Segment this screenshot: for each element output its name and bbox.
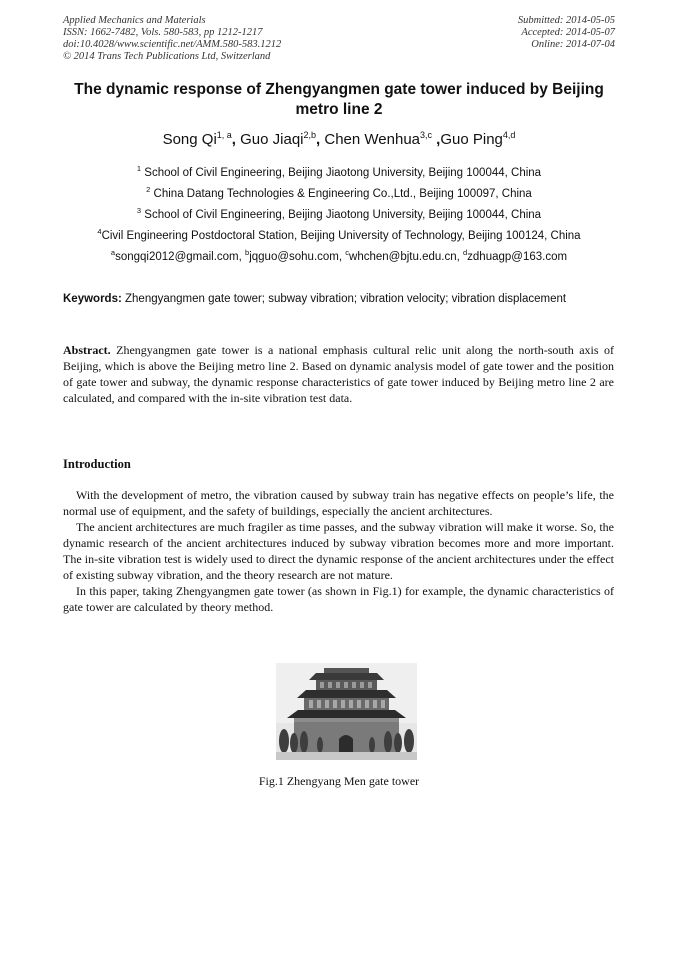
email-address: zdhuagp@163.com xyxy=(467,251,568,263)
publication-dates xyxy=(518,15,615,51)
affiliation-text: Civil Engineering Postdoctoral Station, Beijing University of Technology, Beijing 100124, China xyxy=(101,230,581,242)
email-superscript: b xyxy=(245,248,250,258)
affiliation-superscript: 1 xyxy=(136,164,142,174)
paper-title: The dynamic response of Zhengyangmen gate tower induced by Beijing metro line 2 xyxy=(74,81,604,118)
journal-copyright: © 2014 Trans Tech Publications Ltd, Switzerland xyxy=(63,51,271,62)
gate-tower-photo xyxy=(276,663,417,760)
author-list: Song Qi$^{1, a}$, Guo Jiaqi$^{2,b}$, Chen Wenhua$^{3,c}$ ,Guo Ping$^{4,d}$ xyxy=(162,130,516,148)
author-name: Guo Ping xyxy=(440,131,503,148)
author-superscript: 2,b xyxy=(303,130,317,140)
keywords xyxy=(63,292,623,307)
journal-info xyxy=(63,15,281,63)
gate-tower-illustration xyxy=(276,663,417,760)
figure-caption: Fig.1 Zhengyang Men gate tower xyxy=(258,774,420,788)
affiliations xyxy=(30,163,648,268)
author-superscript: 4,d xyxy=(502,130,516,140)
email-superscript: d xyxy=(462,248,468,258)
section-heading: Introduction xyxy=(63,457,131,471)
accepted-date: Accepted: 2014-05-07 xyxy=(521,27,615,38)
affiliation xyxy=(30,184,648,205)
keywords-label: Keywords: xyxy=(63,293,122,305)
keywords-text: Zhengyangmen gate tower; subway vibration; vibration velocity; vibration displacement xyxy=(125,293,567,305)
paragraph: In this paper, taking Zhengyangmen gate tower (as shown in Fig.1) for example, the dynamic characteristics of gate tower are calculated by theory method. xyxy=(63,584,614,614)
paragraph: With the development of metro, the vibration caused by subway train has negative effects on people’s life, the normal use of equipment, and the safety of buildings, especially the ancient architectures. xyxy=(63,488,614,518)
abstract-text: Zhengyangmen gate tower is a national emphasis cultural relic unit along the north-south axis of Beijing, which is above the Beijing metro line 2. Based on dynamic analysis model of gate tower and the position of gate tower and subway, the dynamic response characteristics of gate tower induced by Beijing metro line 2 are calculated, and compared with the in-site vibration test data. xyxy=(63,343,614,405)
author-name: Chen Wenhua xyxy=(324,131,420,148)
journal-doi: doi:10.4028/www.scientific.net/AMM.580-583.1212 xyxy=(63,39,282,50)
online-date: Online: 2014-07-04 xyxy=(531,39,615,50)
submitted-date: Submitted: 2014-05-05 xyxy=(517,15,615,26)
email-address: jqguo@sohu.com xyxy=(249,251,339,263)
email-list: $^a$songqi2012@gmail.com, $^b$jqguo@sohu.com, $^c$whchen@bjtu.edu.cn, $^d$zdhuagp@163.com xyxy=(110,248,568,263)
email-superscript: a xyxy=(110,248,116,258)
author-name: Song Qi xyxy=(162,131,217,148)
introduction-body xyxy=(63,487,614,615)
journal-name: Applied Mechanics and Materials xyxy=(63,15,206,26)
affiliation-superscript: 4 xyxy=(97,227,102,237)
affiliation-text: China Datang Technologies & Engineering Co.,Ltd., Beijing 100097, China xyxy=(153,188,532,200)
affiliation-text: School of Civil Engineering, Beijing Jiaotong University, Beijing 100044, China xyxy=(144,209,542,221)
journal-issn: ISSN: 1662-7482, Vols. 580-583, pp 1212-1217 xyxy=(63,27,263,38)
abstract-label: Abstract. xyxy=(63,343,111,357)
paragraph: The ancient architectures are much fragiler as time passes, and the subway vibration will make it worse. So, the dynamic research of the ancient architectures induced by subway vibration becomes more and more important. The in-site vibration test is widely used to direct the dynamic response of the ancient architectures under the effect of existing subway vibration, and the theory research are not mature. xyxy=(63,520,614,582)
email-address: songqi2012@gmail.com xyxy=(115,251,239,263)
affiliation-text: School of Civil Engineering, Beijing Jiaotong University, Beijing 100044, China xyxy=(144,167,542,179)
affiliation xyxy=(30,163,648,184)
email-address: whchen@bjtu.edu.cn xyxy=(349,251,457,263)
affiliation xyxy=(30,205,648,226)
email-superscript: c xyxy=(345,248,350,258)
abstract xyxy=(63,342,614,406)
author-superscript: 1, a xyxy=(216,130,232,140)
author-superscript: 3,c xyxy=(420,130,433,140)
author-name: Guo Jiaqi xyxy=(240,131,304,148)
affiliation-superscript: 3 xyxy=(136,206,142,216)
affiliation xyxy=(30,226,648,247)
affiliation-superscript: 2 xyxy=(146,185,151,195)
